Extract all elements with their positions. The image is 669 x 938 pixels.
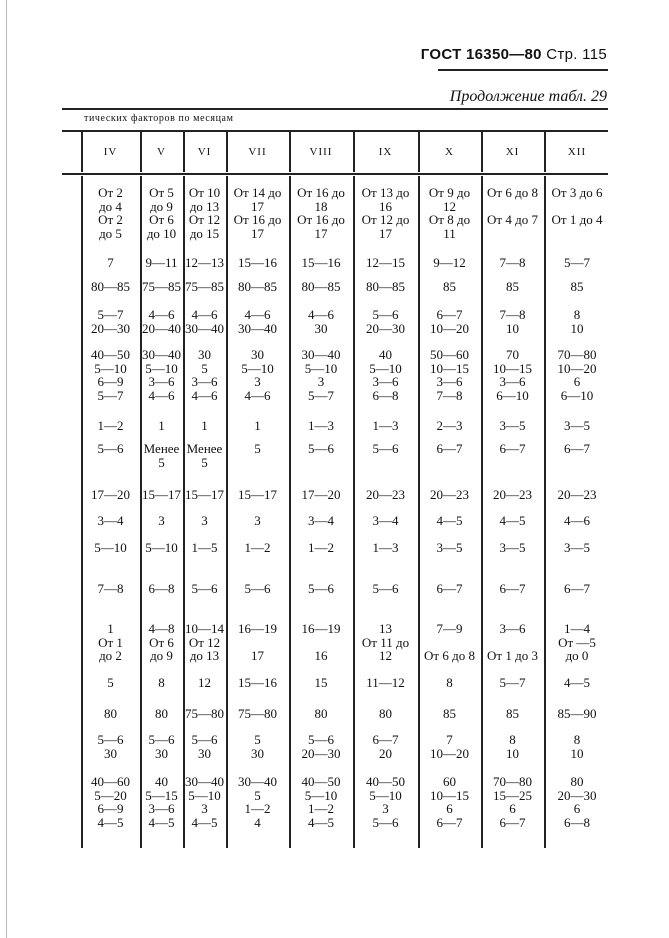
table-cell: 17—20: [91, 487, 130, 502]
table-cell: 3—5: [436, 540, 463, 555]
column-header: XII: [567, 146, 587, 158]
table-cell: 16—19 17: [238, 621, 277, 663]
table-cell: 3: [201, 513, 208, 528]
table-cell: 7—8: [499, 255, 526, 270]
table-cell: 40—60 5—20 6—9 4—5: [91, 774, 130, 830]
table-top-rule: [62, 108, 608, 110]
table-cell: 15—17: [142, 487, 181, 502]
table-cell: 4—8 От 6 до 9: [148, 621, 175, 663]
table-cell: 85: [443, 279, 456, 294]
table-cell: Менее 5: [186, 441, 223, 470]
header-bottom-rule: [62, 173, 608, 175]
table-cell: 4—6 30: [308, 307, 334, 336]
table-cell: 4—5: [436, 513, 463, 528]
table-cell: 20—23: [430, 487, 469, 502]
table-cell: 2—3: [436, 418, 463, 433]
table-cell: 13 От 11 до 12: [361, 621, 410, 663]
table-cell: 1 От 1 до 2: [98, 621, 123, 663]
table-cell: 5—10: [145, 540, 178, 555]
table-cell: 15—17: [185, 487, 224, 502]
table-cell: 8 10: [570, 732, 584, 761]
table-cell: 12—13: [185, 255, 224, 270]
table-cell: 5: [254, 441, 261, 456]
table-cell: 5—6 20—30: [366, 307, 405, 336]
table-cell: 80: [155, 706, 168, 721]
table-cell: 40—50 5—10 3 5—6: [366, 774, 405, 830]
table-cell: 40 5—10 3—6 6—8: [369, 347, 402, 403]
table-cell: 5—7 20—30: [91, 307, 130, 336]
column-header: XI: [505, 146, 520, 158]
column-header: VIII: [309, 146, 333, 158]
table-cell: 80: [104, 706, 117, 721]
table-cell: 5—6 30: [191, 732, 218, 761]
table-cell: 30 5—10 3 4—6: [241, 347, 274, 403]
table-cell: 5—6: [191, 581, 218, 596]
table-cell: 1—2: [308, 540, 334, 555]
table-cell: 3: [158, 513, 165, 528]
table-cell: 3—4: [308, 513, 334, 528]
table-cell: 1—3: [372, 540, 399, 555]
page-header: [421, 46, 607, 63]
table-cell: 5—6: [308, 581, 334, 596]
table-cell: 12: [198, 675, 211, 690]
table-cell: 5: [107, 675, 114, 690]
table-cell: 3—5: [499, 418, 526, 433]
table-cell: 8: [446, 675, 453, 690]
table-cell: 20—23: [493, 487, 532, 502]
column-header: X: [445, 146, 454, 158]
table-cell: 4—5: [499, 513, 526, 528]
table-cell: 70 10—15 3—6 6—10: [493, 347, 532, 403]
table-cell: 20—23: [557, 487, 597, 502]
table-cell: 80—85: [91, 279, 130, 294]
header-rule: [438, 69, 608, 71]
table-cell: 7—8: [97, 581, 124, 596]
table-cell: 1—5: [191, 540, 218, 555]
table-cell: От 13 до 16 От 12 до 17: [361, 185, 410, 241]
table-cell: От 9 до 12 От 8 до 11: [428, 185, 471, 241]
table-cell: 4—6 20—40: [142, 307, 181, 336]
page-edge: [6, 0, 7, 938]
table-cell: 7: [107, 255, 114, 270]
table-cell: 5—6: [372, 581, 399, 596]
table-cell: 9—12: [433, 255, 466, 270]
table-cell: 6—7: [436, 581, 463, 596]
table-cell: 5—6: [372, 441, 399, 456]
page-number: Стр. 115: [546, 46, 607, 63]
table-cell: 5—6: [97, 441, 124, 456]
table-cell: 6—7: [499, 441, 526, 456]
table-cell: 30—40 5—10 3 4—5: [185, 774, 224, 830]
table-cell: 60 10—15 6 6—7: [430, 774, 469, 830]
table-cell: 8: [158, 675, 165, 690]
table-cell: 75—80: [238, 706, 277, 721]
table-cell: 11—12: [366, 675, 405, 690]
table-cell: 5—6: [244, 581, 271, 596]
caption-rule: [62, 130, 608, 132]
table-cell: 6—8: [148, 581, 175, 596]
table-cell: 85—90: [557, 706, 597, 721]
table-cell: 6—7: [436, 441, 463, 456]
table-cell: 4—6: [564, 513, 590, 528]
table-cell: 85: [506, 279, 519, 294]
table-cell: 6—7 10—20: [430, 307, 469, 336]
table-cell: 80: [314, 706, 328, 721]
column-header: V: [157, 146, 166, 158]
table-cell: 1—3: [372, 418, 399, 433]
table-cell: 3: [254, 513, 261, 528]
table-cell: 5—6: [308, 441, 334, 456]
table-cell: 70—80 15—25 6 6—7: [493, 774, 532, 830]
table-cell: 6—7 20: [372, 732, 399, 761]
table-cell: 1—2: [244, 540, 271, 555]
table-cell: 5—7: [564, 255, 590, 270]
table-cell: 3—5: [499, 540, 526, 555]
table-cell: От 3 до 6 От 1 до 4: [551, 185, 603, 227]
table-cell: 3—4: [97, 513, 124, 528]
column-header: VII: [248, 146, 267, 158]
table-cell: 15—16: [301, 255, 341, 270]
table-cell: От 10 до 13 От 12 до 15: [188, 185, 221, 241]
table-cell: 3—5: [564, 418, 590, 433]
table-cell: 15—16: [238, 255, 277, 270]
table-cell: 1—2: [97, 418, 124, 433]
table-cell: 1—3: [308, 418, 334, 433]
table-cell: 6—7: [564, 581, 590, 596]
table-continuation-title: Продолжение табл. 29: [449, 88, 607, 105]
table-cell: 20—23: [366, 487, 405, 502]
column-header: IV: [103, 146, 118, 158]
table-cell: 80 20—30 6 6—8: [557, 774, 597, 830]
table-cell: От 5 до 9 От 6 до 10: [146, 185, 177, 241]
table-cell: 30—40 5—10 3 5—7: [301, 347, 341, 403]
table-cell: 75—80: [185, 706, 224, 721]
table-cell: 1—4 От —5 до 0: [558, 621, 596, 663]
table-cell: 40—50 5—10 6—9 5—7: [91, 347, 130, 403]
table-cell: 40 5—15 3—6 4—5: [145, 774, 178, 830]
table-cell: 7—9 От 6 до 8: [424, 621, 475, 663]
table-cell: 17—20: [301, 487, 341, 502]
table-cell: 4—6 30—40: [185, 307, 224, 336]
standard-number: ГОСТ 16350—80: [420, 46, 542, 63]
table-cell: 85: [506, 706, 519, 721]
column-header: IX: [378, 146, 393, 158]
table-cell: 30—40 5—10 3—6 4—6: [142, 347, 181, 403]
table-cell: 3—5: [564, 540, 590, 555]
table-cell: 80—85: [301, 279, 341, 294]
table-cell: 85: [443, 706, 456, 721]
table-cell: 5—6 20—30: [301, 732, 341, 761]
column-header: VI: [197, 146, 212, 158]
table-cell: От 2 до 4 От 2 до 5: [98, 185, 123, 241]
table-cell: 85: [570, 279, 584, 294]
table-cell: 80—85: [238, 279, 277, 294]
table-cell: 7 10—20: [430, 732, 469, 761]
table-cell: 75—85: [142, 279, 181, 294]
table-cell: 5 30: [251, 732, 264, 761]
table-cell: 30 5 3—6 4—6: [191, 347, 218, 403]
table-cell: 5—7: [499, 675, 526, 690]
table-cell: 40—50 5—10 1—2 4—5: [301, 774, 341, 830]
table-cell: Менее 5: [143, 441, 180, 470]
table-cell: 75—85: [185, 279, 224, 294]
table-cell: 1: [201, 418, 208, 433]
table-cell: От 6 до 8 От 4 до 7: [487, 185, 538, 227]
table-cell: 3—6 От 1 до 3: [487, 621, 538, 663]
table-cell: 4—5: [564, 675, 590, 690]
table-cell: От 16 до 18 От 16 до 17: [297, 185, 345, 241]
table-cell: 15—16: [238, 675, 277, 690]
table-cell: 6—7: [499, 581, 526, 596]
table-cell: 5—6 30: [148, 732, 175, 761]
table-cell: От 14 до 17 От 16 до 17: [233, 185, 282, 241]
table-cell: 10—14 От 12 до 13: [185, 621, 224, 663]
table-cell: 15: [314, 675, 328, 690]
table-cell: 4—6 30—40: [238, 307, 277, 336]
table-cell: 9—11: [145, 255, 178, 270]
table-cell: 80—85: [366, 279, 405, 294]
table-cell: 8 10: [506, 732, 519, 761]
table-cell: 5—6 30: [97, 732, 124, 761]
table-cell: 30—40 5 1—2 4: [238, 774, 277, 830]
table-cell: 7—8 10: [499, 307, 526, 336]
table-cell: 16—19 16: [301, 621, 341, 663]
table-caption: тических факторов по месяцам: [84, 113, 234, 124]
table-cell: 8 10: [570, 307, 584, 336]
table-cell: 15—17: [238, 487, 277, 502]
table-cell: 6—7: [564, 441, 590, 456]
table-cell: 80: [379, 706, 392, 721]
table-cell: 5—10: [94, 540, 127, 555]
table-cell: 70—80 10—20 6 6—10: [557, 347, 597, 403]
table-cell: 1: [158, 418, 165, 433]
table-cell: 50—60 10—15 3—6 7—8: [430, 347, 469, 403]
table-cell: 1: [254, 418, 261, 433]
table-cell: 12—15: [366, 255, 405, 270]
table-cell: 3—4: [372, 513, 399, 528]
